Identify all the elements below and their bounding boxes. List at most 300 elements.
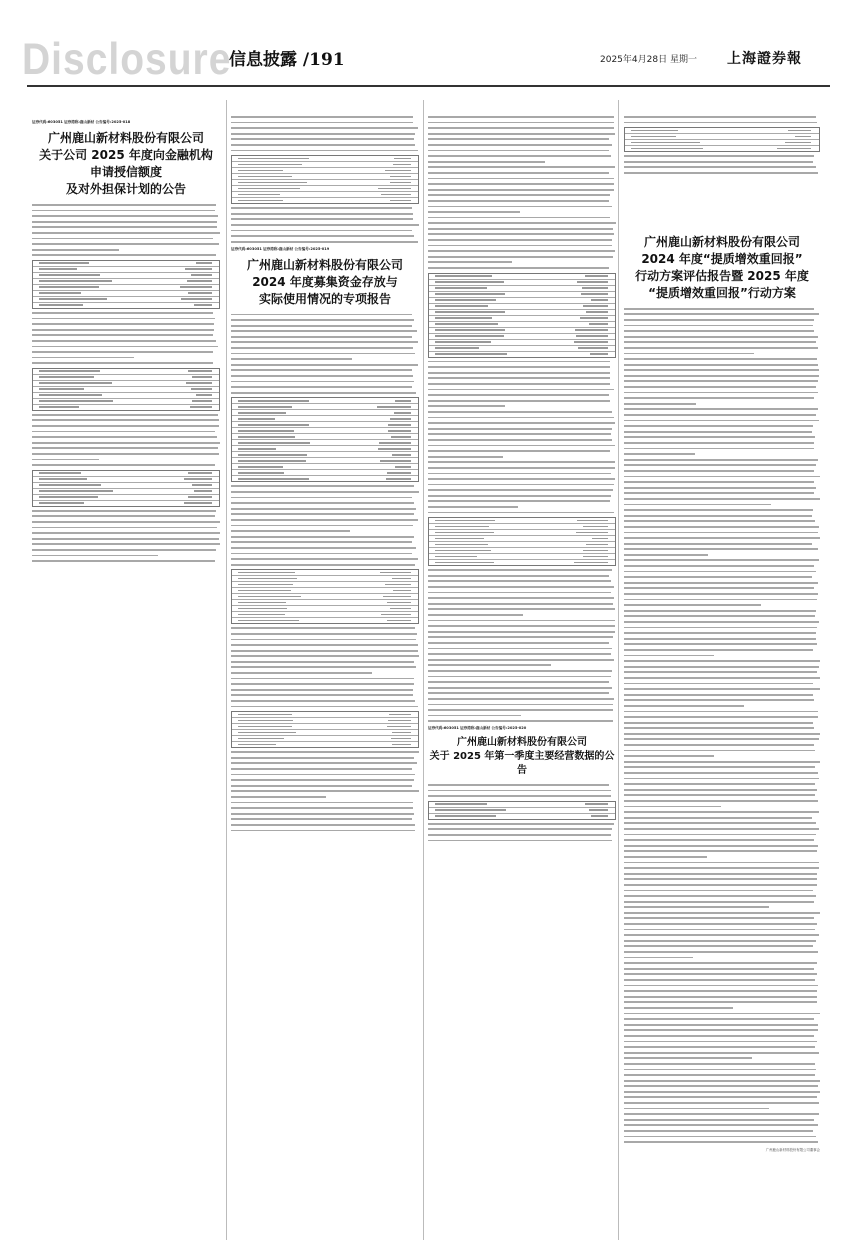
text-line xyxy=(624,761,820,763)
text-line xyxy=(231,150,418,152)
text-line xyxy=(624,778,819,780)
text-line xyxy=(624,1041,817,1043)
column-2 xyxy=(231,116,419,835)
text-line xyxy=(624,397,814,399)
text-line xyxy=(231,779,414,781)
text-line xyxy=(231,116,413,118)
text-line xyxy=(32,521,220,523)
text-line xyxy=(624,1119,814,1121)
headline-line: 2024 年度“提质增效重回报” xyxy=(641,251,803,266)
text-line xyxy=(428,676,611,678)
text-line xyxy=(231,347,413,349)
text-line xyxy=(231,508,416,510)
text-line xyxy=(428,150,609,152)
text-line xyxy=(32,436,217,438)
text-line xyxy=(624,962,817,964)
text-line xyxy=(624,565,814,567)
text-line xyxy=(428,698,614,700)
text-line xyxy=(32,221,217,223)
text-line xyxy=(231,774,415,776)
text-line xyxy=(624,929,815,931)
text-line xyxy=(231,689,413,691)
text-line xyxy=(428,422,615,424)
text-line xyxy=(428,642,609,644)
headline-line: “提质增效重回报”行动方案 xyxy=(648,285,796,300)
text-line xyxy=(428,828,612,830)
text-line xyxy=(32,318,215,320)
text-line xyxy=(624,459,818,461)
text-line xyxy=(428,580,611,582)
text-line xyxy=(624,1046,815,1048)
text-line xyxy=(624,325,813,327)
text-line xyxy=(624,425,813,427)
data-table xyxy=(624,127,820,152)
text-line xyxy=(231,830,415,832)
text-line xyxy=(32,254,216,256)
text-line xyxy=(624,1018,814,1020)
section-title: 信息披露 /191 xyxy=(229,50,345,70)
text-line xyxy=(231,353,415,355)
article-headline-action xyxy=(624,234,820,302)
text-line xyxy=(624,660,820,662)
table-row xyxy=(33,501,219,506)
text-line xyxy=(428,411,612,413)
text-line xyxy=(231,325,412,327)
text-line xyxy=(624,733,820,735)
text-line xyxy=(231,213,413,215)
text-line xyxy=(231,536,414,538)
text-line xyxy=(624,543,812,545)
text-line xyxy=(428,653,611,655)
text-line xyxy=(428,222,616,224)
text-line xyxy=(624,442,814,444)
text-line xyxy=(624,576,812,578)
text-line xyxy=(428,116,614,118)
article-body xyxy=(624,308,820,1143)
text-line xyxy=(32,560,215,562)
text-line xyxy=(428,161,545,163)
text-line xyxy=(231,127,418,129)
text-line xyxy=(624,313,819,315)
text-line xyxy=(624,116,816,118)
text-line xyxy=(624,1113,819,1115)
text-line xyxy=(428,664,551,666)
text-line xyxy=(428,228,613,230)
text-line xyxy=(32,340,216,342)
text-line xyxy=(428,400,610,402)
text-line xyxy=(624,470,814,472)
text-line xyxy=(428,489,613,491)
text-line xyxy=(624,1136,816,1138)
table-row xyxy=(429,352,615,357)
text-line xyxy=(231,564,415,566)
text-line xyxy=(624,839,814,841)
text-line xyxy=(624,873,817,875)
text-line xyxy=(428,138,609,140)
headline-line: 广州鹿山新材料股份有限公司 xyxy=(47,131,204,145)
headline-line: 实际使用情况的专项报告 xyxy=(258,291,391,306)
headline-line: 行动方案评估报告暨 2025 年度 xyxy=(635,268,809,283)
data-table xyxy=(32,368,220,411)
table-row xyxy=(232,742,418,747)
text-line xyxy=(231,369,412,371)
text-line xyxy=(231,386,412,388)
text-line xyxy=(231,762,417,764)
text-line xyxy=(624,890,813,892)
text-line xyxy=(428,495,611,497)
text-line xyxy=(428,597,614,599)
stock-line: 证券代码:603051 证券简称:鹿山新材 公告编号:2025-020 xyxy=(428,726,527,731)
text-line xyxy=(428,211,520,213)
text-line xyxy=(624,867,819,869)
stock-line: 证券代码:603051 证券简称:鹿山新材 公告编号:2025-019 xyxy=(231,246,330,251)
text-line xyxy=(231,706,418,708)
data-table xyxy=(428,801,616,820)
header-rule xyxy=(27,85,830,87)
text-line xyxy=(624,694,813,696)
text-line xyxy=(231,633,417,635)
text-line xyxy=(624,492,814,494)
stock-line: 证券代码:603051 证券简称:鹿山新材 公告编号:2025-018 xyxy=(32,120,131,124)
data-table xyxy=(32,260,220,309)
text-line xyxy=(624,520,815,522)
text-line xyxy=(231,824,415,826)
column-divider xyxy=(226,100,227,1240)
text-line xyxy=(231,672,372,674)
text-line xyxy=(624,392,818,394)
text-line xyxy=(624,655,714,657)
text-line xyxy=(428,636,613,638)
text-line xyxy=(231,502,414,504)
text-line xyxy=(624,347,818,349)
text-line xyxy=(624,906,769,908)
text-line xyxy=(231,768,412,770)
text-line xyxy=(624,1141,818,1143)
text-line xyxy=(428,189,614,191)
text-line xyxy=(624,990,817,992)
text-line xyxy=(624,1108,769,1110)
article-body xyxy=(624,116,820,174)
text-line xyxy=(624,172,818,174)
text-line xyxy=(624,856,707,858)
text-line xyxy=(624,957,693,959)
text-line xyxy=(32,543,220,545)
text-line xyxy=(624,845,818,847)
text-line xyxy=(32,555,158,557)
data-table xyxy=(231,569,419,624)
text-line xyxy=(32,425,219,427)
text-line xyxy=(624,403,696,405)
column-4 xyxy=(624,116,820,1156)
text-line xyxy=(624,330,814,332)
text-line xyxy=(428,506,518,508)
text-line xyxy=(624,615,815,617)
text-line xyxy=(428,704,613,706)
text-line xyxy=(624,161,813,163)
text-line xyxy=(624,571,816,573)
text-line xyxy=(428,445,615,447)
text-line xyxy=(231,319,414,321)
text-line xyxy=(428,183,614,185)
table-row xyxy=(232,476,418,481)
text-line xyxy=(624,772,818,774)
text-line xyxy=(428,405,505,407)
text-line xyxy=(428,383,610,385)
text-line xyxy=(231,639,416,641)
article-headline-funds xyxy=(231,257,419,308)
text-line xyxy=(624,1001,817,1003)
table-row xyxy=(232,618,418,623)
text-line xyxy=(624,711,818,713)
text-line xyxy=(428,586,614,588)
text-line xyxy=(624,481,814,483)
text-line xyxy=(624,364,818,366)
text-line xyxy=(428,659,614,661)
text-line xyxy=(231,694,413,696)
text-line xyxy=(428,500,610,502)
text-line xyxy=(231,655,419,657)
text-line xyxy=(624,666,819,668)
text-line xyxy=(231,785,412,787)
table-row xyxy=(33,303,219,308)
text-line xyxy=(624,951,818,953)
text-line xyxy=(624,699,814,701)
text-line xyxy=(32,419,219,421)
text-line xyxy=(624,498,820,500)
text-line xyxy=(624,559,819,561)
text-line xyxy=(624,649,813,651)
text-line xyxy=(428,233,614,235)
text-line xyxy=(428,377,610,379)
text-line xyxy=(428,456,503,458)
text-line xyxy=(428,217,610,219)
text-line xyxy=(32,453,219,455)
text-line xyxy=(624,766,815,768)
text-line xyxy=(428,433,611,435)
text-line xyxy=(624,526,819,528)
headline-line: 关于 2025 年第一季度主要经营数据的公告 xyxy=(429,751,615,777)
text-line xyxy=(231,796,326,798)
text-line xyxy=(624,1007,733,1009)
text-line xyxy=(624,1130,813,1132)
text-line xyxy=(428,155,611,157)
article-body xyxy=(231,314,419,832)
text-line xyxy=(428,239,612,241)
text-line xyxy=(624,996,817,998)
text-line xyxy=(32,442,220,444)
text-line xyxy=(231,230,412,232)
text-line xyxy=(231,497,412,499)
text-line xyxy=(624,414,816,416)
text-line xyxy=(624,1013,820,1015)
text-line xyxy=(624,632,816,634)
text-line xyxy=(624,308,814,310)
data-table xyxy=(231,397,419,482)
text-line xyxy=(231,627,415,629)
text-line xyxy=(428,592,611,594)
table-row xyxy=(429,814,615,819)
text-line xyxy=(428,625,615,627)
text-line xyxy=(624,1096,817,1098)
text-line xyxy=(428,372,610,374)
text-line xyxy=(624,554,708,556)
text-line xyxy=(231,341,418,343)
text-line xyxy=(32,414,218,416)
text-line xyxy=(624,683,813,685)
text-line xyxy=(32,515,215,517)
text-line xyxy=(231,513,414,515)
text-line xyxy=(624,716,818,718)
text-line xyxy=(624,794,815,796)
text-line xyxy=(32,334,213,336)
text-line xyxy=(624,973,817,975)
text-line xyxy=(624,341,816,343)
text-line xyxy=(32,204,216,206)
text-line xyxy=(428,790,611,792)
text-line xyxy=(231,314,412,316)
section-brand: Disclosure xyxy=(22,34,232,85)
text-line xyxy=(231,553,412,555)
text-line xyxy=(624,850,817,852)
text-line xyxy=(428,648,612,650)
column-1 xyxy=(32,116,220,566)
text-line xyxy=(624,431,812,433)
text-line xyxy=(428,608,615,610)
text-line xyxy=(624,1052,819,1054)
text-line xyxy=(231,519,418,521)
headline-line: 2024 年度募集资金存放与 xyxy=(252,274,398,289)
text-line xyxy=(624,476,820,478)
table-row xyxy=(429,560,615,565)
signature: 广州鹿山新材料股份有限公司董事会 xyxy=(765,1147,820,1152)
text-line xyxy=(624,627,817,629)
text-line xyxy=(32,447,218,449)
text-line xyxy=(624,621,819,623)
text-line xyxy=(231,330,417,332)
column-divider xyxy=(618,100,619,1240)
text-line xyxy=(624,1057,752,1059)
text-line xyxy=(428,245,612,247)
text-line xyxy=(231,235,414,237)
text-line xyxy=(32,362,213,364)
text-line xyxy=(624,884,817,886)
text-line xyxy=(428,720,613,722)
text-line xyxy=(624,122,817,124)
text-line xyxy=(624,755,714,757)
text-line xyxy=(32,464,215,466)
text-line xyxy=(32,238,213,240)
text-line xyxy=(32,329,214,331)
text-line xyxy=(231,364,418,366)
text-line xyxy=(231,757,414,759)
text-line xyxy=(428,133,615,135)
data-table xyxy=(428,273,616,358)
text-line xyxy=(624,166,816,168)
text-line xyxy=(231,644,418,646)
text-line xyxy=(428,461,615,463)
text-line xyxy=(428,692,609,694)
text-line xyxy=(624,587,814,589)
text-line xyxy=(624,487,816,489)
headline-line: 关于公司 2025 年度向金融机构 xyxy=(39,148,213,162)
text-line xyxy=(624,436,815,438)
text-line xyxy=(624,386,816,388)
text-line xyxy=(624,453,695,455)
text-line xyxy=(32,351,213,353)
text-line xyxy=(428,620,615,622)
text-line xyxy=(428,178,614,180)
column-divider xyxy=(423,100,424,1240)
text-line xyxy=(32,323,214,325)
text-line xyxy=(624,1069,816,1071)
text-line xyxy=(428,417,614,419)
text-line xyxy=(231,700,415,702)
text-line xyxy=(624,1024,818,1026)
text-line xyxy=(231,381,414,383)
text-line xyxy=(32,243,219,245)
text-line xyxy=(32,215,218,217)
text-line xyxy=(624,509,813,511)
text-line xyxy=(428,122,614,124)
text-line xyxy=(32,549,216,551)
text-line xyxy=(624,828,819,830)
text-line xyxy=(428,261,512,263)
text-line xyxy=(428,478,615,480)
headline-line: 广州鹿山新材料股份有限公司 xyxy=(643,234,800,249)
text-line xyxy=(428,200,609,202)
column-3 xyxy=(428,116,616,845)
text-line xyxy=(624,1074,815,1076)
text-line xyxy=(624,878,817,880)
text-line xyxy=(428,250,615,252)
text-line xyxy=(624,705,744,707)
text-line xyxy=(231,818,412,820)
text-line xyxy=(624,532,818,534)
text-line xyxy=(231,558,418,560)
text-line xyxy=(231,224,419,226)
article-body xyxy=(428,784,616,841)
text-line xyxy=(32,459,99,461)
text-line xyxy=(624,738,819,740)
text-line xyxy=(231,485,414,487)
text-line xyxy=(428,467,615,469)
text-line xyxy=(428,840,612,842)
text-line xyxy=(624,834,816,836)
data-table xyxy=(231,711,419,748)
article-body xyxy=(231,116,419,243)
text-line xyxy=(428,127,614,129)
text-line xyxy=(428,603,613,605)
text-line xyxy=(231,683,414,685)
text-line xyxy=(231,358,352,360)
text-line xyxy=(428,784,609,786)
text-line xyxy=(428,166,615,168)
text-line xyxy=(231,541,412,543)
text-line xyxy=(624,515,812,517)
text-line xyxy=(624,604,761,606)
text-line xyxy=(624,353,754,355)
text-line xyxy=(231,207,412,209)
text-line xyxy=(231,138,414,140)
text-line xyxy=(624,789,817,791)
text-line xyxy=(231,666,416,668)
text-line xyxy=(428,389,614,391)
text-line xyxy=(624,599,817,601)
text-line xyxy=(428,834,611,836)
text-line xyxy=(428,484,614,486)
text-line xyxy=(624,1029,818,1031)
data-table xyxy=(32,470,220,507)
